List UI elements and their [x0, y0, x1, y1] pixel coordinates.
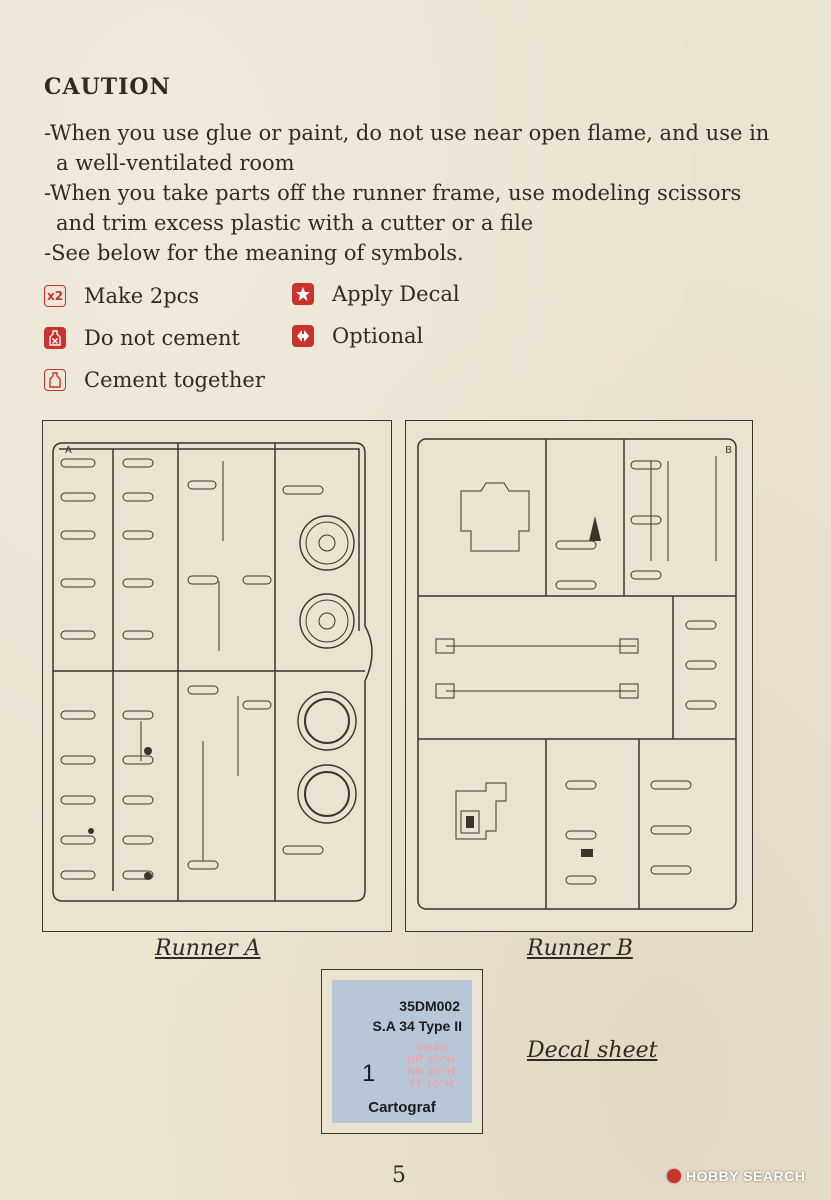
- legend-decal: [292, 282, 460, 306]
- caution-item-ventilation-b: a well-ventilated room: [56, 151, 295, 175]
- caution-item-runner: [44, 178, 804, 238]
- caution-item-runner-a: -When you take parts off the runner frame, use modeling scissors: [44, 181, 742, 205]
- optional-icon: [292, 325, 314, 347]
- decal-mark: BR 35"H: [407, 1054, 455, 1066]
- decal-marks: [400, 1042, 462, 1090]
- runner-b-letter: B: [725, 445, 732, 456]
- caution-item-symbols: -See below for the meaning of symbols.: [44, 241, 464, 265]
- decal-brand: Cartograf: [368, 1099, 436, 1116]
- runner-b-caption: Runner B: [527, 936, 633, 961]
- make-two-icon: x2: [44, 285, 66, 307]
- hobby-search-logo-icon: [667, 1169, 681, 1183]
- legend-optional: [292, 324, 423, 348]
- legend-cement: [44, 368, 265, 392]
- legend-make2: [44, 284, 199, 308]
- runner-b-diagram: [405, 420, 753, 932]
- runner-b-drawing: [406, 421, 754, 933]
- caution-item-runner-b: and trim excess plastic with a cutter or a file: [56, 211, 534, 235]
- decal-name: S.A 34 Type II: [372, 1018, 462, 1034]
- runner-a-caption: Runner A: [155, 936, 261, 961]
- legend-decal-label: Apply Decal: [332, 282, 460, 306]
- caution-list: [44, 118, 804, 268]
- decal-mark: Vmax: [415, 1042, 447, 1054]
- cement-icon: [44, 369, 66, 391]
- legend-make2-label: Make 2pcs: [84, 284, 200, 308]
- decal-star-icon: [292, 283, 314, 305]
- decal-code: 35DM002: [399, 998, 460, 1014]
- decal-mark: NR 20"H: [407, 1066, 455, 1078]
- decal-sheet: [332, 980, 472, 1123]
- decal-caption: Decal sheet: [527, 1038, 658, 1063]
- legend-no-cement: [44, 326, 240, 350]
- page-number: 5: [392, 1163, 406, 1188]
- decal-sheet-frame: [321, 969, 483, 1134]
- caution-heading: CAUTION: [44, 74, 171, 100]
- runner-a-drawing: [43, 421, 393, 933]
- decal-mark: TT 10"H: [408, 1078, 454, 1090]
- caution-item-ventilation-a: -When you use glue or paint, do not use near open flame, and use in: [44, 121, 770, 145]
- legend-optional-label: Optional: [332, 324, 424, 348]
- watermark: [667, 1168, 805, 1184]
- caution-item-ventilation: [44, 118, 804, 178]
- symbol-legend: [44, 280, 544, 400]
- no-cement-icon: [44, 327, 66, 349]
- legend-no-cement-label: Do not cement: [84, 326, 240, 350]
- watermark-text: HOBBY SEARCH: [686, 1168, 806, 1184]
- legend-cement-label: Cement together: [84, 368, 265, 392]
- runner-a-diagram: [42, 420, 392, 932]
- decal-number: 1: [362, 1060, 376, 1087]
- runner-a-letter: A: [65, 445, 72, 456]
